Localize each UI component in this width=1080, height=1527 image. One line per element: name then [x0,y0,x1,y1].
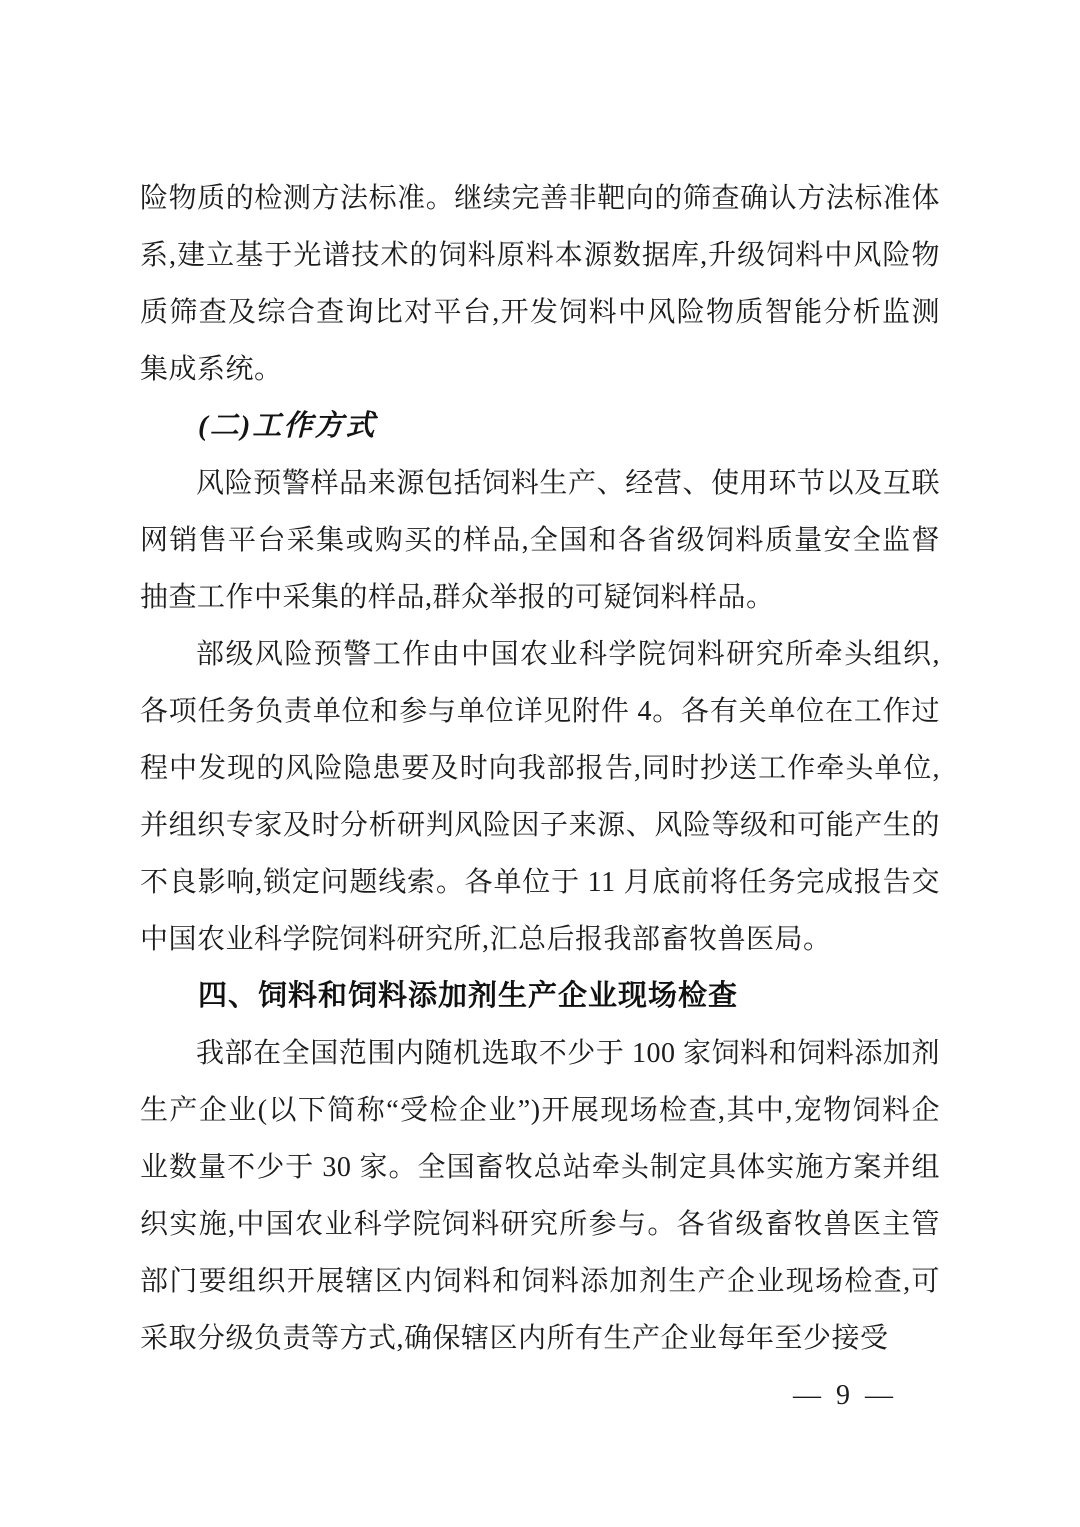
paragraph-ministry-risk-warning: 部级风险预警工作由中国农业科学院饲料研究所牵头组织,各项任务负责单位和参与单位详见附件 4。各有关单位在工作过程中发现的风险隐患要及时向我部报告,同时抄送工作牵头单位,并组织专家及时分析研判风险因子来源、风险等级和可能产生的不良影响,锁定问题线索。各单位于 11 月底前将任务完成报告交中国农业科学院饲料研究所,汇总后报我部畜牧兽医局。 [140,639,940,955]
page-number: — 9 — [793,1380,897,1411]
section-heading-site-inspection: 四、饲料和饲料添加剂生产企业现场检查 [198,980,739,1012]
section-heading-work-method: (二)工作方式 [198,410,377,442]
paragraph-continuation: 险物质的检测方法标准。继续完善非靶向的筛查确认方法标准体系,建立基于光谱技术的饲料原料本源数据库,升级饲料中风险物质筛查及综合查询比对平台,开发饲料中风险物质智能分析监测集成系统。 [140,183,940,385]
paragraph-sample-sources: 风险预警样品来源包括饲料生产、经营、使用环节以及互联网销售平台采集或购买的样品,全国和各省级饲料质量安全监督抽查工作中采集的样品,群众举报的可疑饲料样品。 [140,468,940,613]
document-body [140,170,940,1367]
paragraph-site-inspection: 我部在全国范围内随机选取不少于 100 家饲料和饲料添加剂生产企业(以下简称“受检企业”)开展现场检查,其中,宠物饲料企业数量不少于 30 家。全国畜牧总站牵头制定具体实施方案并组织实施,中国农业科学院饲料研究所参与。各省级畜牧兽医主管部门要组织开展辖区内饲料和饲料添加剂生产企业现场检查,可采取分级负责等方式,确保辖区内所有生产企业每年至少接受 [140,1038,940,1354]
